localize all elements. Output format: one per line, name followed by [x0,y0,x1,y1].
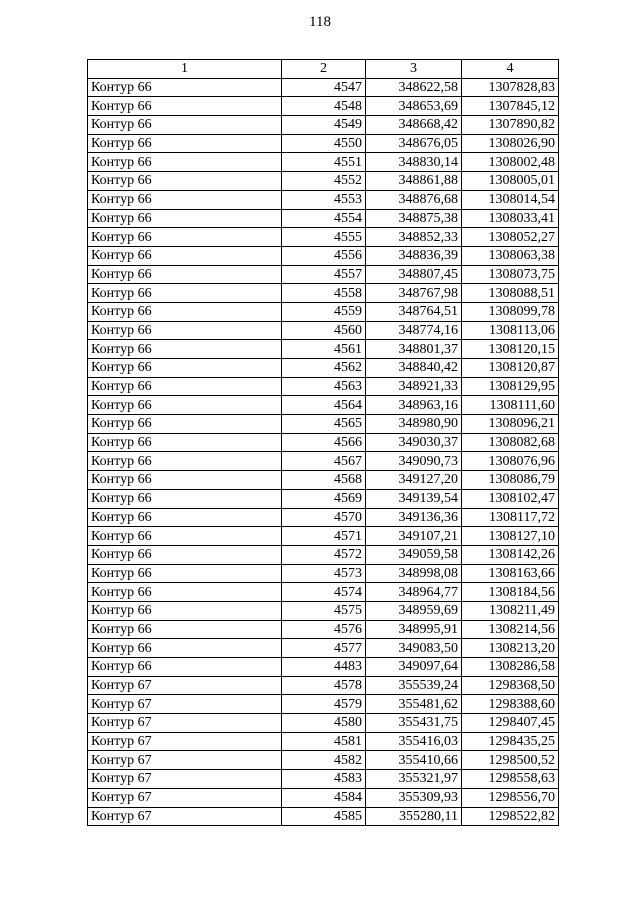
table-row [88,658,559,677]
table-row [88,695,559,714]
contour-name-cell: Контур 66 [88,452,282,471]
point-number-cell: 4567 [282,452,366,471]
table-row [88,209,559,228]
point-number-cell: 4556 [282,246,366,265]
point-number-cell: 4560 [282,321,366,340]
contour-name-cell: Контур 66 [88,153,282,172]
point-number-cell: 4551 [282,153,366,172]
point-number-cell: 4565 [282,415,366,434]
table-body [88,78,559,826]
x-coordinate-cell: 355416,03 [366,732,462,751]
contour-name-cell: Контур 66 [88,658,282,677]
point-number-cell: 4558 [282,284,366,303]
x-coordinate-cell: 348807,45 [366,265,462,284]
x-coordinate-cell: 348852,33 [366,228,462,247]
contour-name-cell: Контур 67 [88,676,282,695]
x-coordinate-cell: 355309,93 [366,788,462,807]
y-coordinate-cell: 1308214,56 [462,620,559,639]
table-header [88,60,559,79]
y-coordinate-cell: 1308052,27 [462,228,559,247]
y-coordinate-cell: 1308026,90 [462,134,559,153]
x-coordinate-cell: 349097,64 [366,658,462,677]
y-coordinate-cell: 1308002,48 [462,153,559,172]
x-coordinate-cell: 348676,05 [366,134,462,153]
contour-name-cell: Контур 66 [88,583,282,602]
table-row [88,527,559,546]
point-number-cell: 4564 [282,396,366,415]
y-coordinate-cell: 1298407,45 [462,714,559,733]
contour-name-cell: Контур 66 [88,433,282,452]
header-row [88,60,559,79]
table-row [88,228,559,247]
x-coordinate-cell: 349107,21 [366,527,462,546]
point-number-cell: 4569 [282,489,366,508]
x-coordinate-cell: 355431,75 [366,714,462,733]
y-coordinate-cell: 1308211,49 [462,601,559,620]
y-coordinate-cell: 1308073,75 [462,265,559,284]
y-coordinate-cell: 1308033,41 [462,209,559,228]
table-row [88,190,559,209]
point-number-cell: 4573 [282,564,366,583]
contour-name-cell: Контур 66 [88,284,282,303]
point-number-cell: 4549 [282,116,366,135]
coordinates-table [87,59,559,826]
point-number-cell: 4572 [282,545,366,564]
table-row [88,620,559,639]
y-coordinate-cell: 1308142,26 [462,545,559,564]
x-coordinate-cell: 355481,62 [366,695,462,714]
x-coordinate-cell: 348836,39 [366,246,462,265]
table-row [88,377,559,396]
x-coordinate-cell: 348653,69 [366,97,462,116]
x-coordinate-cell: 355539,24 [366,676,462,695]
table-row [88,415,559,434]
point-number-cell: 4574 [282,583,366,602]
y-coordinate-cell: 1298556,70 [462,788,559,807]
y-coordinate-cell: 1298500,52 [462,751,559,770]
table-row [88,639,559,658]
y-coordinate-cell: 1308014,54 [462,190,559,209]
contour-name-cell: Контур 66 [88,246,282,265]
point-number-cell: 4561 [282,340,366,359]
table-row [88,433,559,452]
point-number-cell: 4582 [282,751,366,770]
y-coordinate-cell: 1298368,50 [462,676,559,695]
point-number-cell: 4581 [282,732,366,751]
contour-name-cell: Контур 67 [88,695,282,714]
x-coordinate-cell: 348622,58 [366,78,462,97]
contour-name-cell: Контур 66 [88,545,282,564]
table-row [88,770,559,789]
table-row [88,78,559,97]
x-coordinate-cell: 348963,16 [366,396,462,415]
y-coordinate-cell: 1307828,83 [462,78,559,97]
point-number-cell: 4483 [282,658,366,677]
contour-name-cell: Контур 67 [88,788,282,807]
contour-name-cell: Контур 67 [88,807,282,826]
y-coordinate-cell: 1308082,68 [462,433,559,452]
x-coordinate-cell: 348774,16 [366,321,462,340]
x-coordinate-cell: 348830,14 [366,153,462,172]
x-coordinate-cell: 348964,77 [366,583,462,602]
y-coordinate-cell: 1298435,25 [462,732,559,751]
contour-name-cell: Контур 66 [88,377,282,396]
contour-name-cell: Контур 67 [88,751,282,770]
x-coordinate-cell: 348840,42 [366,359,462,378]
table-row [88,807,559,826]
x-coordinate-cell: 348668,42 [366,116,462,135]
table-row [88,321,559,340]
page-number: 118 [309,14,331,30]
x-coordinate-cell: 355410,66 [366,751,462,770]
contour-name-cell: Контур 66 [88,396,282,415]
table-row [88,452,559,471]
table-row [88,788,559,807]
point-number-cell: 4552 [282,172,366,191]
y-coordinate-cell: 1308086,79 [462,471,559,490]
x-coordinate-cell: 348998,08 [366,564,462,583]
x-coordinate-cell: 348959,69 [366,601,462,620]
table-row [88,676,559,695]
point-number-cell: 4570 [282,508,366,527]
y-coordinate-cell: 1308163,66 [462,564,559,583]
x-coordinate-cell: 349090,73 [366,452,462,471]
x-coordinate-cell: 349030,37 [366,433,462,452]
y-coordinate-cell: 1308088,51 [462,284,559,303]
contour-name-cell: Контур 66 [88,209,282,228]
point-number-cell: 4553 [282,190,366,209]
table-row [88,471,559,490]
x-coordinate-cell: 348801,37 [366,340,462,359]
y-coordinate-cell: 1298558,63 [462,770,559,789]
contour-name-cell: Контур 66 [88,601,282,620]
y-coordinate-cell: 1308127,10 [462,527,559,546]
x-coordinate-cell: 348875,38 [366,209,462,228]
x-coordinate-cell: 349139,54 [366,489,462,508]
y-coordinate-cell: 1308184,56 [462,583,559,602]
table-row [88,489,559,508]
point-number-cell: 4548 [282,97,366,116]
y-coordinate-cell: 1308102,47 [462,489,559,508]
point-number-cell: 4585 [282,807,366,826]
point-number-cell: 4568 [282,471,366,490]
table-row [88,732,559,751]
point-number-cell: 4584 [282,788,366,807]
x-coordinate-cell: 348995,91 [366,620,462,639]
contour-name-cell: Контур 67 [88,770,282,789]
y-coordinate-cell: 1308129,95 [462,377,559,396]
contour-name-cell: Контур 66 [88,471,282,490]
y-coordinate-cell: 1308076,96 [462,452,559,471]
point-number-cell: 4554 [282,209,366,228]
table-row [88,172,559,191]
contour-name-cell: Контур 66 [88,190,282,209]
point-number-cell: 4571 [282,527,366,546]
y-coordinate-cell: 1298522,82 [462,807,559,826]
table-row [88,751,559,770]
x-coordinate-cell: 348921,33 [366,377,462,396]
column-header-1: 1 [88,60,282,79]
contour-name-cell: Контур 66 [88,134,282,153]
y-coordinate-cell: 1308111,60 [462,396,559,415]
contour-name-cell: Контур 66 [88,489,282,508]
table-row [88,545,559,564]
point-number-cell: 4559 [282,302,366,321]
column-header-4: 4 [462,60,559,79]
contour-name-cell: Контур 66 [88,340,282,359]
x-coordinate-cell: 349083,50 [366,639,462,658]
point-number-cell: 4583 [282,770,366,789]
x-coordinate-cell: 349127,20 [366,471,462,490]
y-coordinate-cell: 1308286,58 [462,658,559,677]
contour-name-cell: Контур 66 [88,265,282,284]
table-row [88,116,559,135]
y-coordinate-cell: 1308099,78 [462,302,559,321]
contour-name-cell: Контур 66 [88,527,282,546]
point-number-cell: 4578 [282,676,366,695]
y-coordinate-cell: 1308063,38 [462,246,559,265]
y-coordinate-cell: 1307845,12 [462,97,559,116]
contour-name-cell: Контур 66 [88,321,282,340]
table-row [88,564,559,583]
x-coordinate-cell: 355280,11 [366,807,462,826]
point-number-cell: 4580 [282,714,366,733]
point-number-cell: 4577 [282,639,366,658]
x-coordinate-cell: 348767,98 [366,284,462,303]
table-row [88,302,559,321]
contour-name-cell: Контур 66 [88,620,282,639]
point-number-cell: 4555 [282,228,366,247]
x-coordinate-cell: 348764,51 [366,302,462,321]
table-row [88,508,559,527]
contour-name-cell: Контур 66 [88,508,282,527]
contour-name-cell: Контур 66 [88,116,282,135]
y-coordinate-cell: 1307890,82 [462,116,559,135]
y-coordinate-cell: 1308120,15 [462,340,559,359]
point-number-cell: 4563 [282,377,366,396]
table-row [88,359,559,378]
contour-name-cell: Контур 67 [88,732,282,751]
table-row [88,583,559,602]
point-number-cell: 4576 [282,620,366,639]
y-coordinate-cell: 1308113,06 [462,321,559,340]
table-row [88,714,559,733]
table-row [88,601,559,620]
contour-name-cell: Контур 66 [88,172,282,191]
contour-name-cell: Контур 66 [88,302,282,321]
table-row [88,246,559,265]
contour-name-cell: Контур 66 [88,415,282,434]
contour-name-cell: Контур 66 [88,359,282,378]
table-row [88,340,559,359]
point-number-cell: 4562 [282,359,366,378]
x-coordinate-cell: 355321,97 [366,770,462,789]
x-coordinate-cell: 348980,90 [366,415,462,434]
y-coordinate-cell: 1308096,21 [462,415,559,434]
contour-name-cell: Контур 66 [88,78,282,97]
contour-name-cell: Контур 66 [88,228,282,247]
point-number-cell: 4547 [282,78,366,97]
contour-name-cell: Контур 66 [88,564,282,583]
contour-name-cell: Контур 67 [88,714,282,733]
y-coordinate-cell: 1308117,72 [462,508,559,527]
table-row [88,265,559,284]
contour-name-cell: Контур 66 [88,97,282,116]
point-number-cell: 4566 [282,433,366,452]
contour-name-cell: Контур 66 [88,639,282,658]
x-coordinate-cell: 348861,88 [366,172,462,191]
table-row [88,134,559,153]
table-row [88,153,559,172]
table-row [88,97,559,116]
y-coordinate-cell: 1298388,60 [462,695,559,714]
y-coordinate-cell: 1308120,87 [462,359,559,378]
column-header-2: 2 [282,60,366,79]
table-row [88,396,559,415]
column-header-3: 3 [366,60,462,79]
point-number-cell: 4557 [282,265,366,284]
x-coordinate-cell: 348876,68 [366,190,462,209]
x-coordinate-cell: 349136,36 [366,508,462,527]
x-coordinate-cell: 349059,58 [366,545,462,564]
point-number-cell: 4579 [282,695,366,714]
y-coordinate-cell: 1308005,01 [462,172,559,191]
point-number-cell: 4575 [282,601,366,620]
point-number-cell: 4550 [282,134,366,153]
y-coordinate-cell: 1308213,20 [462,639,559,658]
table-row [88,284,559,303]
